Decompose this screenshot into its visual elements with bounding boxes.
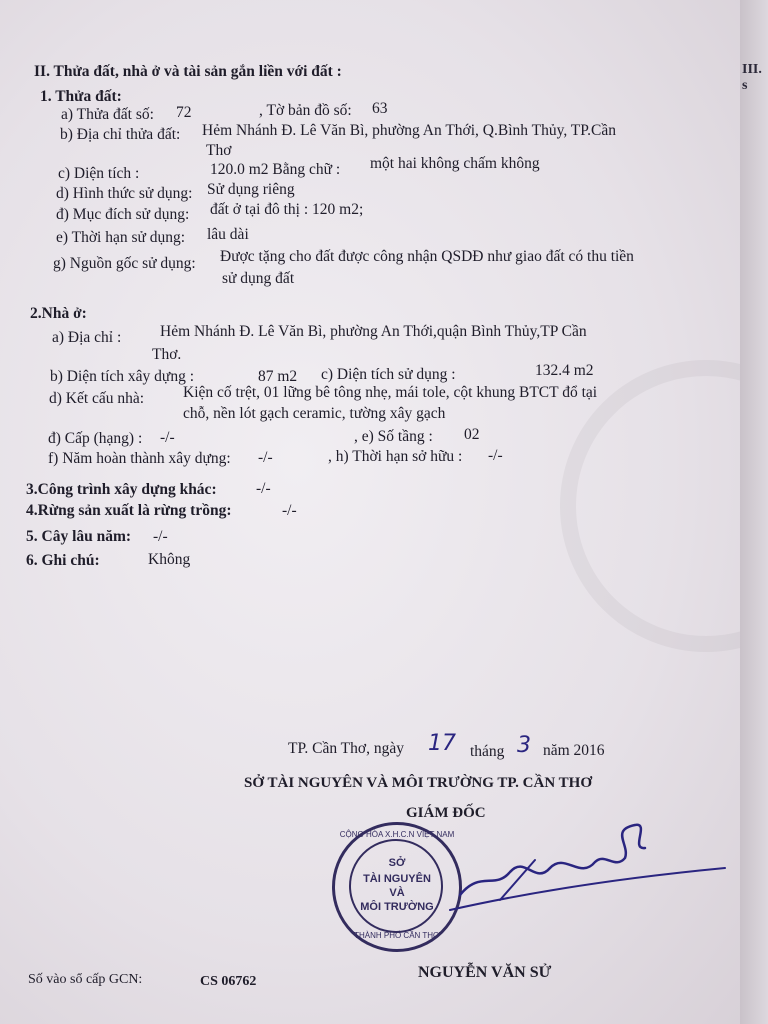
term: lâu dài xyxy=(207,226,249,243)
origin-label: g) Nguồn gốc sử dụng: xyxy=(53,255,196,272)
seal-line3: VÀ xyxy=(389,887,405,899)
director-title: GIÁM ĐỐC xyxy=(406,805,486,821)
plot-label: a) Thửa đất số: xyxy=(61,106,154,123)
land-address-label: b) Địa chỉ thửa đất: xyxy=(60,126,181,143)
floors-label: , e) Số tầng : xyxy=(354,428,433,445)
date-year: năm 2016 xyxy=(543,742,605,759)
book-label: Số vào sổ cấp GCN: xyxy=(28,972,143,987)
house-heading: 2.Nhà ở: xyxy=(30,305,87,322)
area-label: c) Diện tích : xyxy=(58,165,140,182)
date-month: 3 xyxy=(517,733,531,758)
structure-line2: chỗ, nền lót gạch ceramic, tường xây gạch xyxy=(183,405,446,422)
signer-name: NGUYỄN VĂN SỬ xyxy=(418,964,552,981)
area-words: một hai không chấm không xyxy=(370,155,540,172)
date-day: 17 xyxy=(428,731,456,756)
grade: -/- xyxy=(160,429,175,446)
land-heading: 1. Thửa đất: xyxy=(40,88,122,105)
completed-label: f) Năm hoàn thành xây dựng: xyxy=(48,450,231,467)
area-value: 120.0 m2 Bằng chữ : xyxy=(210,161,341,178)
seal-ring-top: CỘNG HÒA X.H.C.N VIỆT NAM xyxy=(339,830,455,839)
map-label: , Tờ bản đồ số: xyxy=(259,102,352,119)
usage-form-label: d) Hình thức sử dụng: xyxy=(56,185,193,202)
map-number: 63 xyxy=(372,100,388,117)
note-label: 6. Ghi chú: xyxy=(26,552,100,569)
house-address-label: a) Địa chỉ : xyxy=(52,329,122,346)
completed: -/- xyxy=(258,449,273,466)
date-month-label: tháng xyxy=(470,743,505,760)
structure-line1: Kiện cố trệt, 01 lững bê tông nhẹ, mái tole, cột khung BTCT đổ tại xyxy=(183,384,598,401)
floors: 02 xyxy=(464,426,480,443)
seal-line4: MÔI TRƯỜNG xyxy=(360,901,434,913)
section-title: II. Thửa đất, nhà ở và tài sản gắn liền với đất : xyxy=(34,63,342,80)
house-address-line1: Hẻm Nhánh Đ. Lê Văn Bì, phường An Thới,quận Bình Thủy,TP Cần xyxy=(160,323,587,340)
structure-label: d) Kết cấu nhà: xyxy=(49,390,145,407)
agency-name: SỞ TÀI NGUYÊN VÀ MÔI TRƯỜNG TP. CẦN THƠ xyxy=(244,775,592,791)
usage-form: Sử dụng riêng xyxy=(207,181,295,198)
seal-inner-ring xyxy=(349,839,443,933)
date-prefix: TP. Cần Thơ, ngày xyxy=(288,740,404,757)
ownership: -/- xyxy=(488,447,503,464)
build-area: 87 m2 xyxy=(258,368,298,385)
perennial-value: -/- xyxy=(153,528,168,545)
term-label: e) Thời hạn sử dụng: xyxy=(56,229,186,246)
other-works-label: 3.Công trình xây dựng khác: xyxy=(26,481,217,498)
land-address-line1: Hẻm Nhánh Đ. Lê Văn Bì, phường An Thới, Q.Bình Thủy, TP.Cần xyxy=(202,122,617,139)
perennial-label: 5. Cây lâu năm: xyxy=(26,528,132,545)
grade-label: đ) Cấp (hạng) : xyxy=(48,430,143,447)
purpose-label: đ) Mục đích sử dụng: xyxy=(56,206,190,223)
watermark-seal xyxy=(560,360,768,652)
floor-area: 132.4 m2 xyxy=(535,362,594,379)
seal-line1: SỞ xyxy=(388,857,406,869)
adjacent-page-edge xyxy=(740,0,768,1024)
seal-ring-bottom: THÀNH PHỐ CẦN THƠ xyxy=(354,931,440,940)
plot-number: 72 xyxy=(176,104,192,121)
forest-value: -/- xyxy=(282,502,297,519)
origin-line2: sử dụng đất xyxy=(222,270,295,287)
land-address-line2: Thơ xyxy=(206,142,232,159)
house-address-line2: Thơ. xyxy=(152,346,182,363)
origin-line1: Được tặng cho đất được công nhận QSDĐ như giao đất có thu tiền xyxy=(220,248,634,265)
purpose: đất ở tại đô thị : 120 m2; xyxy=(210,201,364,218)
other-works-value: -/- xyxy=(256,480,271,497)
ownership-label: , h) Thời hạn sở hữu : xyxy=(328,448,463,465)
book-number: CS 06762 xyxy=(200,974,257,989)
build-area-label: b) Diện tích xây dựng : xyxy=(50,368,194,385)
adjacent-page-label: III. s xyxy=(742,62,762,93)
floor-area-label: c) Diện tích sử dụng : xyxy=(321,366,456,383)
note-value: Không xyxy=(148,551,191,568)
seal-line2: TÀI NGUYÊN xyxy=(363,873,431,885)
forest-label: 4.Rừng sản xuất là rừng trồng: xyxy=(26,502,232,519)
director-signature xyxy=(440,800,740,920)
